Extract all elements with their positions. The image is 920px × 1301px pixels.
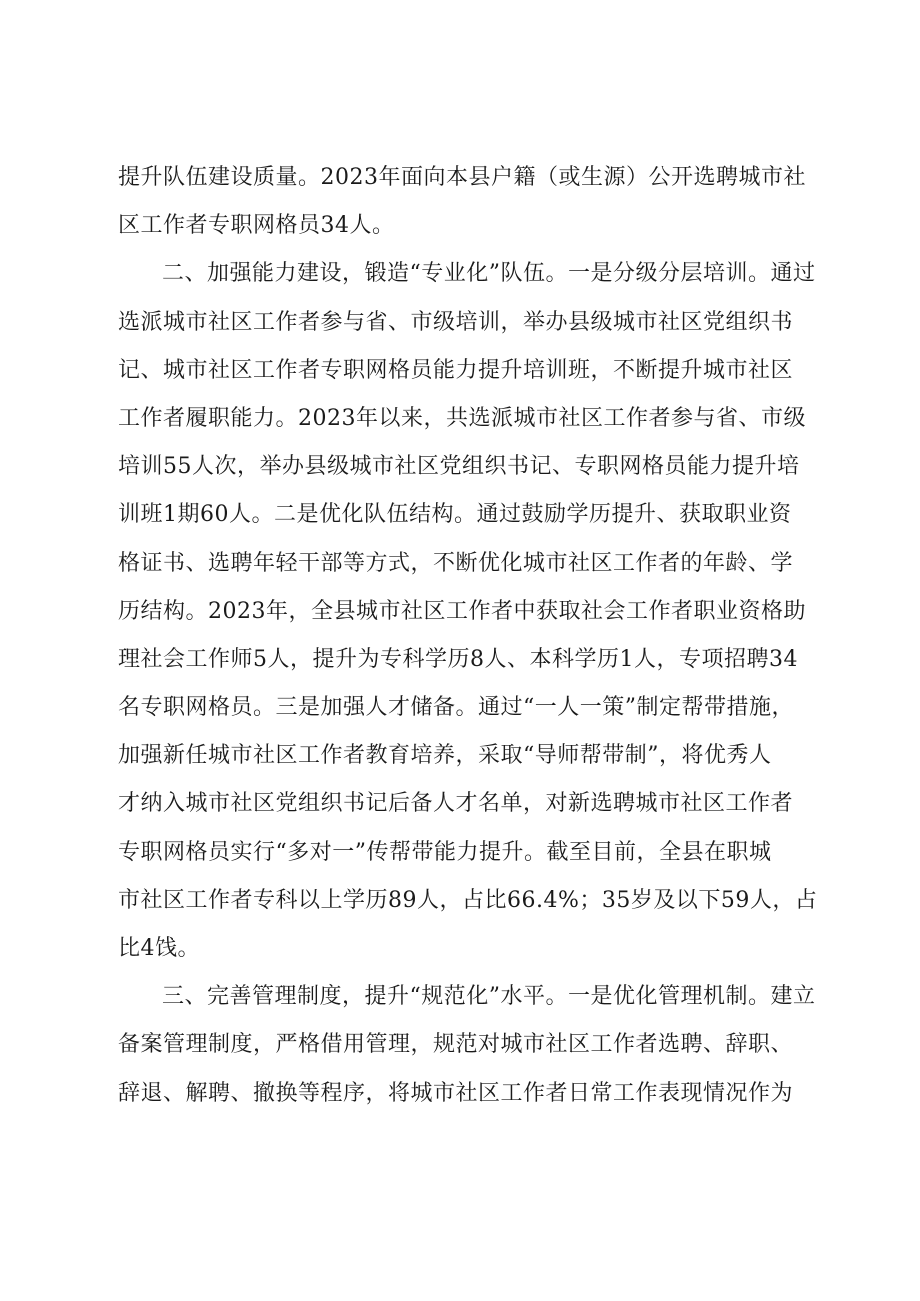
paragraph-line: 比4饯。: [118, 936, 200, 961]
paragraph-line: 训班1期60人。二是优化队伍结构。通过鼓励学历提升、获取职业资: [118, 502, 792, 528]
paragraph-line: 区工作者专职网格员34人。: [118, 213, 395, 239]
paragraph-line: 辞退、解聘、撤换等程序，将城市社区工作者日常工作表现情况作为: [118, 1080, 794, 1106]
paragraph-line: 理社会工作师5人，提升为专科学历8人、本科学历1人，专项招聘34: [118, 646, 798, 672]
paragraph-line: 选派城市社区工作者参与省、市级培训，举办县级城市社区党组织书: [118, 309, 794, 335]
paragraph-line: 专职网格员实行“多对一”传帮带能力提升。截至目前，全县在职城: [118, 839, 772, 865]
paragraph-line: 培训55人次，举办县级城市社区党组织书记、专职网格员能力提升培: [118, 454, 800, 480]
paragraph-3: [118, 973, 818, 1118]
paragraph-2: [118, 250, 818, 973]
paragraph-line: 名专职网格员。三是加强人才储备。通过“一人一策”制定帮带措施，: [118, 695, 794, 721]
document-body: [118, 154, 818, 1118]
paragraph-line: 备案管理制度，严格借用管理，规范对城市社区工作者选聘、辞职、: [118, 1032, 794, 1058]
paragraph-1: [118, 154, 818, 250]
paragraph-line: 三、完善管理制度，提升“规范化”水平。一是优化管理机制。建立: [162, 984, 816, 1010]
paragraph-line: 二、加强能力建设，锻造“专业化”队伍。一是分级分层培训。通过: [162, 261, 816, 287]
paragraph-line: 格证书、选聘年轻干部等方式，不断优化城市社区工作者的年龄、学: [118, 550, 794, 576]
paragraph-line: 才纳入城市社区党组织书记后备人才名单，对新选聘城市社区工作者: [118, 791, 794, 817]
paragraph-line: 工作者履职能力。2023年以来，共选派城市社区工作者参与省、市级: [118, 405, 806, 431]
paragraph-line: 提升队伍建设质量。2023年面向本县户籍（或生源）公开选聘城市社: [118, 165, 806, 190]
paragraph-line: 记、城市社区工作者专职网格员能力提升培训班，不断提升城市社区: [118, 357, 794, 383]
paragraph-line: 市社区工作者专科以上学历89人，占比66.4%；35岁及以下59人，占: [118, 887, 818, 913]
paragraph-line: 加强新任城市社区工作者教育培养，采取“导师帮带制”，将优秀人: [118, 743, 772, 769]
paragraph-line: 历结构。2023年，全县城市社区工作者中获取社会工作者职业资格助: [118, 598, 806, 624]
